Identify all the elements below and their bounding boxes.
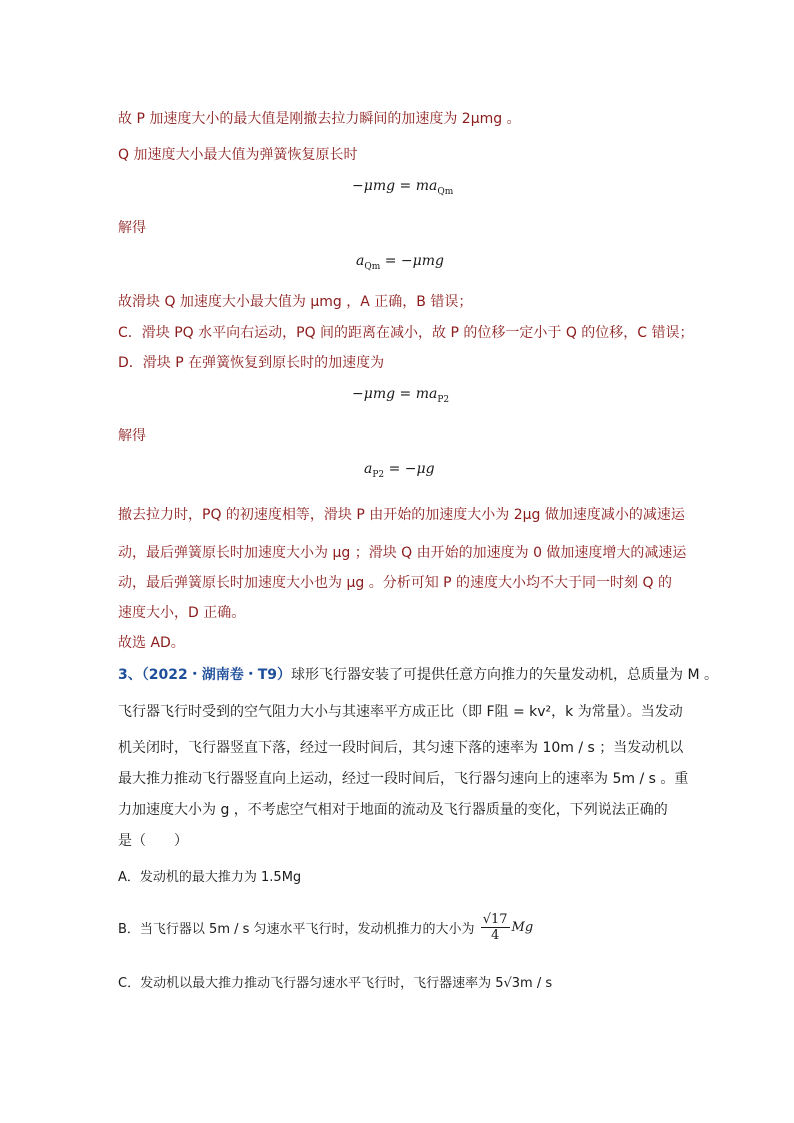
option-a: A．发动机的最大推力为 1.5Mg [118,870,302,885]
solution-line: 解得 [118,428,146,444]
fraction [481,912,510,943]
equation [356,253,444,272]
solution-line: Q 加速度大小最大值为弹簧恢复原长时 [118,147,358,163]
equation-subscript: P2 [437,395,450,405]
equation-lhs: −μmg = ma [352,178,438,194]
question-text: 飞行器飞行时受到的空气阻力大小与其速率平方成正比（即 F阻 = kv²，k 为常量）。当发动 [118,704,683,720]
solution-line: 故 P 加速度大小的最大值是刚撤去拉力瞬间的加速度为 2μmg 。 [118,111,521,127]
equation-subscript: Qm [437,187,454,197]
fraction-denominator: 4 [490,928,500,943]
equation-lhs: −μmg = ma [352,386,438,402]
question-heading [118,664,718,684]
equation [352,178,453,197]
solution-line: D．滑块 P 在弹簧恢复到原长时的加速度为 [118,355,385,371]
solution-line: 速度大小，D 正确。 [118,605,246,621]
option-b-unit: Mg [511,920,534,935]
question-text: 机关闭时，飞行器竖直下落，经过一段时间后，其匀速下落的速率为 10m / s ；当发动机以 [118,740,684,756]
option-c: C．发动机以最大推力推动飞行器匀速水平飞行时，飞行器速率为 5√3m / s [118,976,553,991]
equation-lhs: a [364,461,373,477]
solution-line: 解得 [118,220,146,236]
question-text: 最大推力推动飞行器竖直向上运动，经过一段时间后，飞行器匀速向上的速率为 5m / s 。重 [118,771,689,787]
equation [364,461,435,480]
equation-lhs: a [356,253,365,269]
equation-subscript: Qm [364,262,381,272]
solution-line: 动，最后弹簧原长时加速度大小为 μg ；滑块 Q 由开始的加速度为 0 做加速度增大的减速运 [118,545,687,561]
solution-line: 撤去拉力时，PQ 的初速度相等，滑块 P 由开始的加速度大小为 2μg 做加速度减小的减速运 [118,507,685,523]
question-text: 力加速度大小为 g ，不考虑空气相对于地面的流动及飞行器质量的变化，下列说法正确的 [118,802,668,818]
question-text: 球形飞行器安装了可提供任意方向推力的矢量发动机，总质量为 M 。 [291,667,718,683]
option-b [118,912,533,943]
question-number: 3、 [118,667,142,683]
solution-line: 动，最后弹簧原长时加速度大小也为 μg 。分析可知 P 的速度大小均不大于同一时刻 Q 的 [118,575,672,591]
question-text: 是（ ） [118,833,188,849]
option-b-text: B．当飞行器以 5m / s 匀速水平飞行时，发动机推力的大小为 [118,922,475,937]
question-source: （2022・湖南卷・T9） [141,667,292,683]
equation-rhs: = −μmg [380,253,444,269]
equation-subscript: P2 [372,470,385,480]
fraction-numerator: √17 [482,912,508,927]
equation [352,386,449,405]
solution-line: 故滑块 Q 加速度大小最大值为 μmg ，A 正确，B 错误； [118,294,473,310]
solution-line: C．滑块 PQ 水平向右运动，PQ 间的距离在减小，故 P 的位移一定小于 Q 的位移，C 错误； [118,325,694,341]
answer-line: 故选 AD。 [118,635,185,651]
equation-rhs: = −μg [384,461,435,477]
